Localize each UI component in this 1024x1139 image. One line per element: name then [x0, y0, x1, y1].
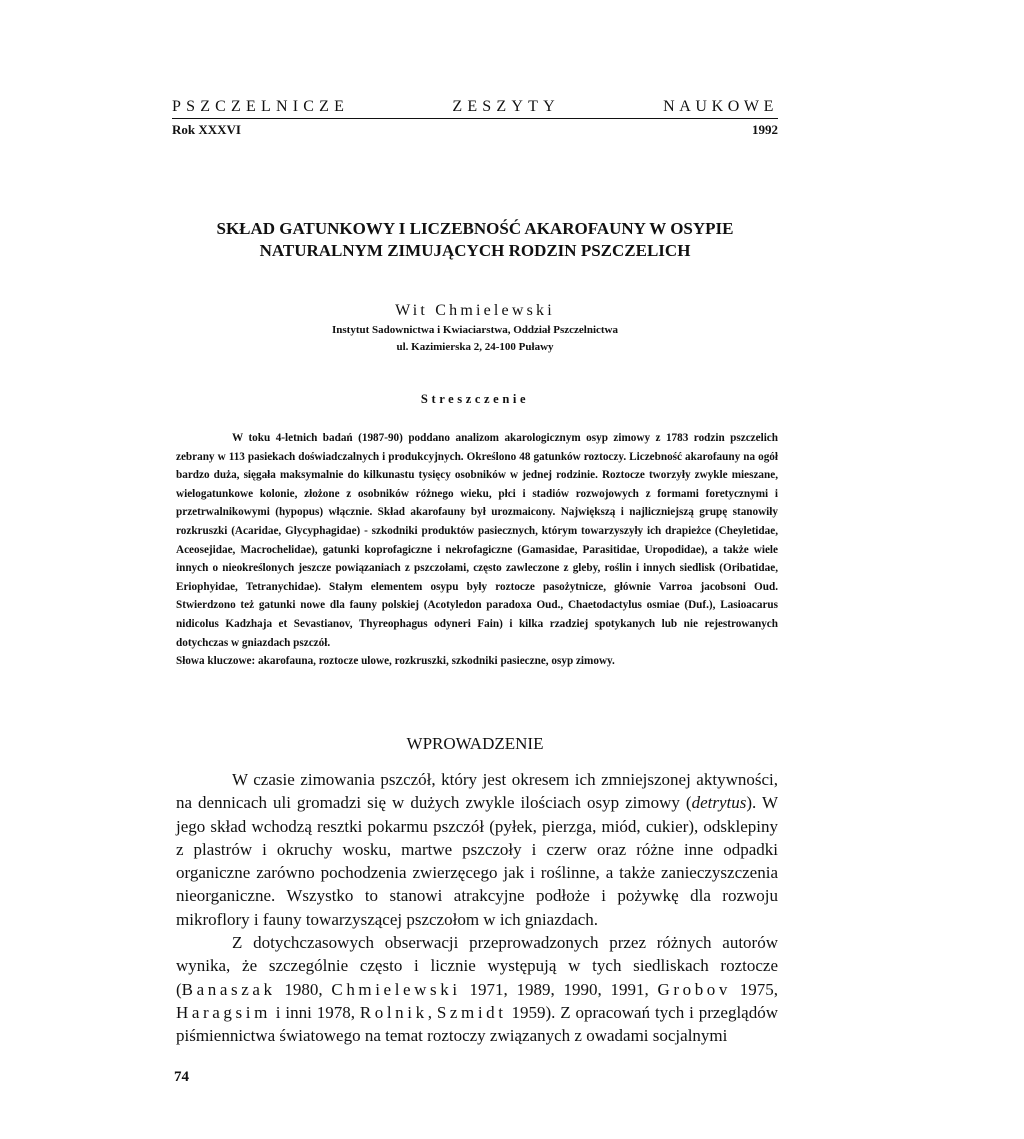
p2-text-g: 1959). Z opracowań tych i przeglądów piśmiennictwa światowego na temat roztoczy związanych z owadami socjalnymi — [176, 1002, 778, 1046]
intro-paragraph-1 — [176, 768, 778, 931]
year-label: 1992 — [752, 122, 778, 137]
section-heading-introduction: WPROWADZENIE — [406, 734, 544, 753]
p2-text-b: 1980, — [275, 979, 332, 999]
p2-text-a: Z dotychczasowych obserwacji przeprowadzonych przez różnych autorów wynika, że szczególnie często i licznie występują w tych siedliskach roztocze ( — [176, 933, 778, 999]
p1-text-a: W czasie zimowania pszczół, który jest okresem ich zmniejszonej aktywności, na dennicach uli gromadzi się w dużych zwykle ilościach osyp zimowy ( — [176, 770, 778, 813]
author-affiliation — [172, 322, 778, 356]
journal-name-word-1: PSZCZELNICZE — [172, 98, 350, 115]
title-line-1: SKŁAD GATUNKOWY I LICZEBNOŚĆ AKAROFAUNY W OSYPIE — [216, 219, 734, 238]
journal-name-word-3: NAUKOWE — [663, 98, 778, 115]
title-line-2: NATURALNYM ZIMUJĄCYCH RODZIN PSZCZELICH — [259, 241, 691, 260]
p2-text-f: , — [427, 1002, 437, 1022]
abstract-heading: Streszczenie — [420, 392, 530, 406]
affiliation-line-1: Instytut Sadownictwa i Kwiaciarstwa, Oddział Pszczelnictwa — [332, 324, 618, 336]
citation-author-rolnik: Rolnik — [359, 1002, 428, 1022]
citation-author-grobov: Grobov — [657, 979, 732, 999]
author-name: Wit Chmielewski — [395, 302, 555, 319]
citation-author-chmielewski: Chmielewski — [331, 979, 461, 999]
journal-header — [172, 96, 778, 119]
introduction-text — [176, 768, 778, 1048]
p2-text-e: i inni 1978, — [270, 1002, 360, 1022]
citation-author-szmidt: Szmidt — [436, 1002, 507, 1022]
p1-term-italic: detrytus — [691, 793, 747, 813]
p1-text-b: ). W jego skład wchodzą resztki pokarmu pszczół (pyłek, pierzga, miód, cukier), odsklepiny z plastrów i okruchy wosku, martwe pszczoły i czerw oraz różne inne odpadki organiczne zarówno pochodzenia zwierzęcego jak i roślinne, a także zanieczyszczenia nieorganiczne. Wszystko to stanowi atrakcyjne podłoże i pożywkę dla rozwoju mikroflory i fauny towarzyszącej pszczołom w ich gniazdach. — [176, 793, 779, 929]
p2-text-c: 1971, 1989, 1990, 1991, — [460, 979, 658, 999]
abstract — [176, 429, 778, 671]
intro-paragraph-2 — [176, 931, 778, 1047]
article-title — [172, 218, 778, 262]
volume-row — [172, 121, 778, 139]
journal-name-word-2: ZESZYTY — [452, 98, 560, 115]
p2-text-d: 1975, — [731, 979, 779, 999]
abstract-text: W toku 4-letnich badań (1987-90) poddano analizom akarologicznym osyp zimowy z 1783 rodzin pszczelich zebrany w 113 pasiekach doświadczalnych i produkcyjnych. Określono 48 gatunków roztoczy. Liczebność akarofauny na ogół bardzo duża, sięgała maksymalnie do kilkunastu tysięcy osobników w jednej rodzinie. Roztocze tworzyły zwykle mieszane, wielogatunkowe kolonie, złożone z osobników różnego wieku, płci i stadiów rozwojowych z formami foretycznymi i przetrwalnikowymi (hypopus) włącznie. Skład akarofauny był urozmaicony. Największą i najliczniejszą grupę stanowiły rozkruszki (Acaridae, Glycyphagidae) - szkodniki produktów pasiecznych, którym towarzyszyły ich drapieżce (Cheyletidae, Aceosejidae, Macrochelidae), gatunki koprofagiczne i nekrofagiczne (Gamasidae, Parasitidae, Uropodidae), a także wiele innych o nieokreślonych jeszcze powiązaniach z pszczołami, często zawleczone z gleby, roślin i innych siedlisk (Oribatidae, Eriophyidae, Tetranychidae). Stałym elementem osypu były roztocze pasożytnicze, głównie Varroa jacobsoni Oud. Stwierdzono też gatunki nowe dla fauny polskiej (Acotyledon paradoxa Oud., Chaetodactylus osmiae (Duf.), Lasioacarus nidicolus Kadzhaja et Sevastianov, Thyreophagus odyneri Fain) i kilka rzadziej spotykanych lub nie rejestrowanych dotychczas w gniazdach pszczół. — [176, 432, 778, 649]
keywords: Słowa kluczowe: akarofauna, roztocze ulowe, rozkruszki, szkodniki pasieczne, osyp zimowy. — [176, 655, 615, 668]
affiliation-line-2: ul. Kazimierska 2, 24-100 Puławy — [396, 341, 554, 353]
page-number: 74 — [174, 1069, 189, 1085]
volume-label: Rok XXXVI — [172, 122, 241, 137]
citation-author-haragsim: Haragsim — [176, 1002, 271, 1022]
citation-author-banaszak: Banaszak — [181, 979, 276, 999]
